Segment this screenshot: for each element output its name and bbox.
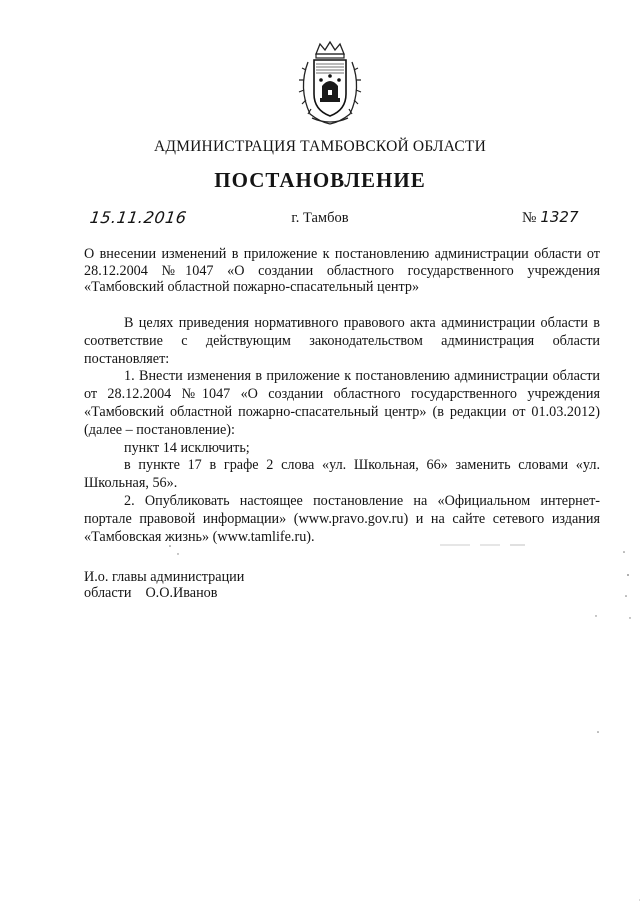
signatory-name: О.О.Иванов [145,585,218,601]
body-item-1-sub-2: в пункте 17 в графе 2 слова «ул. Школьная, 66» заменить словами «ул. Школьная, 56». [84,457,600,492]
organization-name: АДМИНИСТРАЦИЯ ТАМБОВСКОЙ ОБЛАСТИ [154,138,486,155]
signature-block [84,569,244,601]
document-date: 15.11.2016 [88,208,188,227]
document-city: г. Тамбов [291,210,349,226]
body-item-1-sub-1: пункт 14 исключить; [124,439,250,456]
body-item-2: 2. Опубликовать настоящее постановление на «Официальном интернет-портале правовой информации» (www.pravo.gov.ru) и на сайте сетевого издания «Тамбовская жизнь» (www.tamlife.ru). [84,492,600,545]
number-sign: № [522,210,537,226]
signatory-title-line-2: области [84,585,132,601]
number-value: 1327 [540,208,579,226]
document-number [522,208,579,227]
document-body [84,315,600,546]
document-subject: О внесении изменений в приложение к постановлению администрации области от 28.12.2004 №1047 «О создании областного государственного учреждения «Тамбовский областной пожарно-спасательный центр» [84,246,600,295]
tambov-coat-of-arms-icon [294,40,366,126]
body-item-1: 1. Внести изменения в приложение к постановлению администрации области от 28.12.2004 №1047 «О создании областного государственного учреждения «Тамбовский областной пожарно-спасательный центр» (в редакции от 01.03.2012) (далее – постановление): [84,368,600,438]
signatory-title-line-1: И.о. главы администрации [84,569,245,585]
document-type-title: ПОСТАНОВЛЕНИЕ [214,168,426,192]
body-preamble: В целях приведения нормативного правового акта администрации области в соответствие с действующим законодательством администрация области постановляет: [84,315,600,367]
